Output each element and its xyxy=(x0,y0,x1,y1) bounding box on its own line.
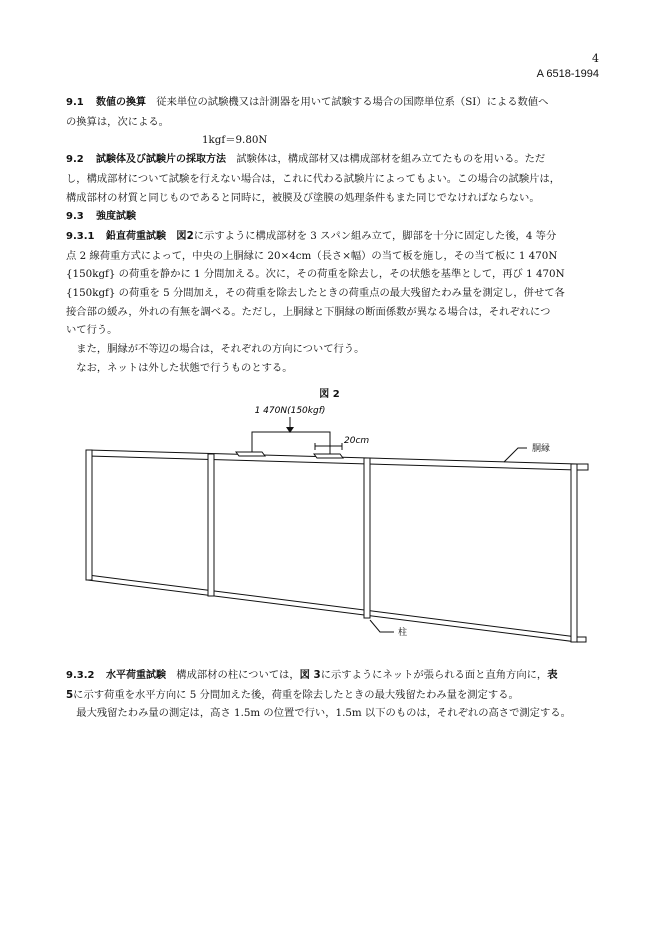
section-text: {150kgf} の荷重を 5 分間加え，その荷重を除去したときの荷重点の最大残留たわみ量を測定し，併せて各 xyxy=(66,287,565,300)
figure-ref: 図 xyxy=(176,229,187,242)
section-text: 点 2 線荷重方式によって，中央の上胴縁に 20×4cm（長さ×幅）の当て板を施し，その当て板に 1 470N xyxy=(66,249,558,262)
load-bracket xyxy=(252,432,330,454)
section-number: 9.2 xyxy=(66,154,84,166)
section-text: 従来単位の試験機又は計測器を用いて試験する場合の国際単位系（SI）による数値へ xyxy=(156,96,549,108)
table-ref-number: 5 xyxy=(66,688,74,701)
plate-label: 20cm xyxy=(344,436,370,446)
section-title: 数値の換算 xyxy=(96,97,146,108)
section-text: 構成部材の材質と同じものであると同時に，被膜及び塗膜の処理条件もまた同じでなければならない。 xyxy=(66,191,540,204)
section-text: いて行う。 xyxy=(66,324,118,337)
section-text-line xyxy=(66,686,600,705)
post xyxy=(86,450,92,580)
post xyxy=(364,458,370,618)
section-title: 水平荷重試験 xyxy=(106,670,166,681)
figure-title: 図 2 xyxy=(319,389,340,400)
section-text: また，胴縁が不等辺の場合は，それぞれの方向について行う。 xyxy=(76,343,365,356)
section-title: 強度試験 xyxy=(96,211,136,223)
load-plate xyxy=(314,454,343,458)
section-number: 9.3.1 xyxy=(66,230,95,242)
bottom-rail-end xyxy=(577,637,586,642)
figure-ref-number: 2 xyxy=(186,229,194,242)
section-title: 鉛直荷重試験 xyxy=(106,230,166,242)
section-text: し，構成部材について試験を行えない場合は，これに代わる試験片によってもよい。この場合の試験片は， xyxy=(66,172,561,185)
section-number: 9.3 xyxy=(66,211,84,223)
section-text: 接合部の緩み，外れの有無を調べる。ただし，上胴縁と下胴縁の断面係数が異なる場合は，それぞれにつ xyxy=(66,305,551,318)
rail-leader xyxy=(504,448,527,462)
section-text: 構成部材の柱については， xyxy=(176,669,300,681)
section-text: なお，ネットは外した状態で行うものとする。 xyxy=(76,361,293,374)
section-text: 試験体は，構成部材又は構成部材を組み立てたものを用いる。ただ xyxy=(236,153,546,166)
bottom-rail xyxy=(88,575,577,642)
standard-number: A 6518-1994 xyxy=(536,68,599,80)
section-text: に示す荷重を水平方向に 5 分間加えた後，荷重を除去したときの最大残留たわみ量を測定する。 xyxy=(73,688,519,701)
section-text: に示すように構成部材を 3 スパン組み立て，脚部を十分に固定した後，4 等分 xyxy=(193,229,557,242)
section-text: の換算は，次による。 xyxy=(66,115,169,128)
rail-label: 胴縁 xyxy=(532,444,551,454)
section-9-3-2 xyxy=(66,666,600,686)
section-text: に示すようにネットが張られる面と直角方向に， xyxy=(320,669,548,681)
top-rail xyxy=(88,450,577,470)
section-title: 試験体及び試験片の採取方法 xyxy=(96,154,226,166)
conversion-formula: 1kgf＝9.80N xyxy=(202,134,268,147)
post xyxy=(571,464,577,642)
load-label: 1 470N(150kgf) xyxy=(254,406,326,416)
load-plate xyxy=(236,452,265,456)
section-number: 9.3.2 xyxy=(66,670,95,681)
post-label: 柱 xyxy=(398,628,408,638)
section-text: 最大残留たわみ量の測定は，高さ 1.5m の位置で行い，1.5m 以下のものは，それぞれの高さで測定する。 xyxy=(76,707,571,720)
section-number: 9.1 xyxy=(66,97,84,108)
text-block-lower xyxy=(66,666,600,723)
post-leader xyxy=(370,620,394,632)
page-number: 4 xyxy=(592,52,599,65)
section-text: {150kgf} の荷重を静かに 1 分間加える。次に，その荷重を除去し，その状態を基準として，再び 1 470N xyxy=(66,268,565,281)
post xyxy=(208,454,214,596)
figure-ref: 図 3 xyxy=(299,669,321,681)
table-ref: 表 xyxy=(547,669,558,681)
top-rail-end xyxy=(577,464,588,470)
